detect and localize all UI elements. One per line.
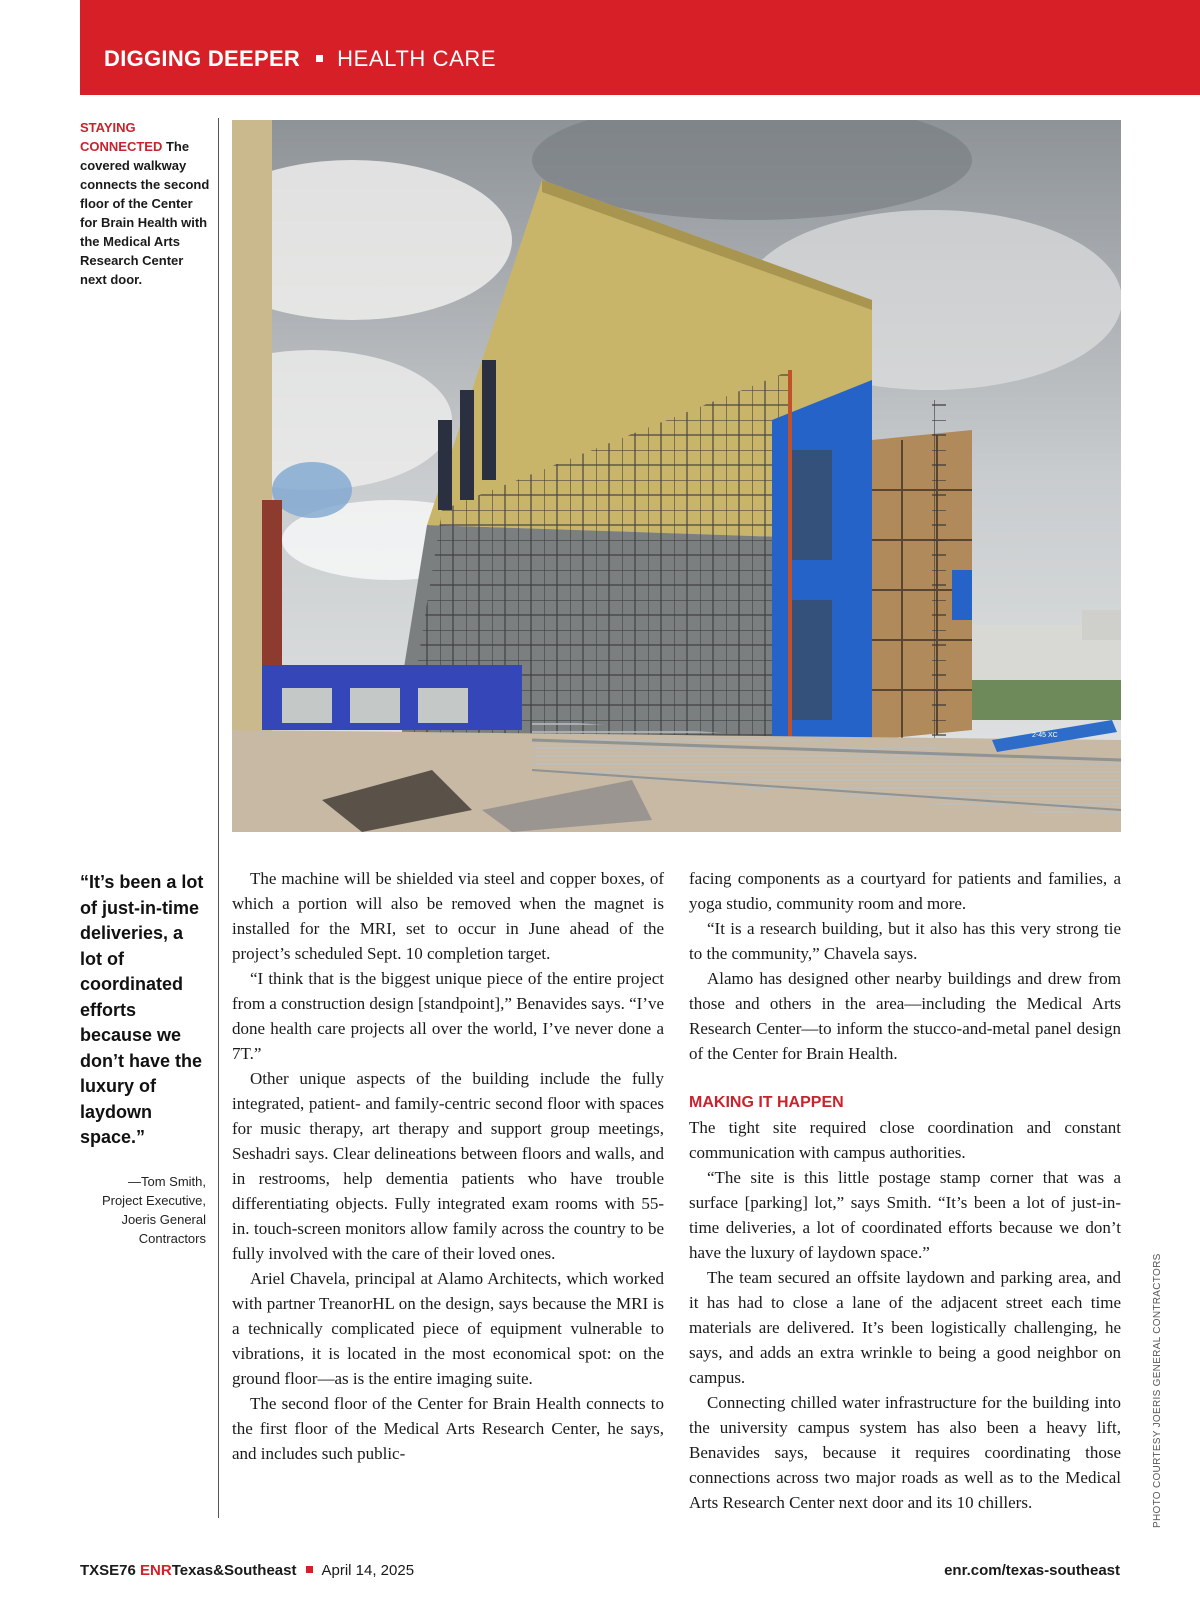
attribution-title: Project Executive,: [101, 1193, 206, 1208]
building-illustration: [232, 120, 1121, 832]
publication-name: Texas&Southeast: [171, 1562, 297, 1579]
red-tower: [262, 500, 282, 680]
hoist-tower: [932, 400, 946, 740]
footer-url[interactable]: enr.com/texas-southeast: [944, 1562, 1120, 1579]
paragraph: The team secured an offsite laydown and parking area, and it has had to close a lane of the adjacent street each time materials are delivered. It’s been logistically challenging, he says, and adds an extra wrinkle to being a good neighbor on campus.: [689, 1268, 1121, 1387]
paragraph: “I think that is the biggest unique piece of the entire project from a construction design [standpoint],” Benavides says. “I’ve done health care projects all over the world, I’ve never done a 7T.”: [232, 969, 664, 1063]
brand-logo: ENR: [140, 1562, 172, 1579]
trees: [972, 680, 1121, 720]
lift-label: 2-45 XC: [1032, 732, 1058, 739]
issue-date: April 14, 2025: [321, 1562, 415, 1579]
attribution-company: Joeris General Contractors: [121, 1212, 206, 1246]
section-name: DIGGING DEEPER: [104, 46, 301, 71]
section-topic: HEALTH CARE: [337, 46, 497, 71]
subhead: MAKING IT HAPPEN: [689, 1094, 844, 1111]
construction-photo: [232, 120, 1121, 832]
section-kicker: [104, 46, 496, 72]
pull-quote-attribution: [80, 1172, 206, 1248]
section-banner: [80, 0, 1200, 95]
column-divider: [218, 118, 219, 1518]
article-column-1: [232, 866, 664, 1466]
blue-sky-patch: [272, 462, 352, 518]
paragraph: Other unique aspects of the building include the fully integrated, patient- and family-centric second floor with spaces for music therapy, art therapy and support group meetings, Seshadri says. Clear delineations between floors and walls, and in restrooms, help dementia patients who have trouble differentiating objects. Fully integrated exam rooms with 55-in. touch-screen monitors allow family across the country to be fully involved with the care of their loved ones.: [232, 1069, 664, 1263]
caption-text: The covered walkway connects the second floor of the Center for Brain Health with the Medical Arts Research Center next door.: [80, 139, 210, 287]
footer-folio: [80, 1562, 414, 1579]
paragraph: Connecting chilled water infrastructure for the building into the university campus system has also been a heavy lift, Benavides says, because it requires coordinating those connections across two major roads as well as to the Medical Arts Research Center next door and its 10 chillers.: [689, 1393, 1121, 1512]
paragraph: “It is a research building, but it also has this very strong tie to the community,” Chavela says.: [689, 919, 1121, 963]
paragraph: facing components as a courtyard for patients and families, a yoga studio, community room and more.: [689, 869, 1121, 913]
article-column-2: [689, 866, 1121, 1515]
page-number: TXSE76: [80, 1562, 136, 1579]
paragraph: Alamo has designed other nearby buildings and drew from those and others in the area—including the Medical Arts Research Center—to inform the stucco-and-metal panel design of the Center for Brain Health.: [689, 969, 1121, 1063]
photo-caption: [80, 118, 210, 289]
paragraph: The machine will be shielded via steel and copper boxes, of which a portion will also be removed when the magnet is installed for the MRI, set to occur in June ahead of the project’s scheduled Sept. 10 completion target.: [232, 869, 664, 963]
paragraph: Ariel Chavela, principal at Alamo Architects, which worked with partner TreanorHL on the design, says because the MRI is a technically complicated piece of equipment vulnerable to vibrations, it is located in the most economical spot: on the ground floor—as is the entire imaging suite.: [232, 1269, 664, 1388]
paragraph: The tight site required close coordination and constant communication with campus authorities.: [689, 1118, 1121, 1162]
photo-credit: PHOTO COURTESY JOERIS GENERAL CONTRACTORS: [1152, 1253, 1163, 1528]
caption-lead: STAYING CONNECTED: [80, 120, 163, 154]
paragraph: The second floor of the Center for Brain Health connects to the first floor of the Medical Arts Research Center, he says, and includes such public-: [232, 1394, 664, 1463]
square-bullet-icon: [306, 1566, 313, 1573]
pull-quote: “It’s been a lot of just-in-time deliveries, a lot of coordinated efforts because we don’t have the luxury of laydown space.”: [80, 872, 204, 1147]
paragraph: “The site is this little postage stamp corner that was a surface [parking] lot,” says Smith. “It’s been a lot of just-in-time deliveries, a lot of coordinated efforts because we don’t have the luxury of laydown space.”: [689, 1168, 1121, 1262]
square-bullet-icon: [316, 55, 323, 62]
attribution-name: —Tom Smith,: [127, 1174, 206, 1189]
